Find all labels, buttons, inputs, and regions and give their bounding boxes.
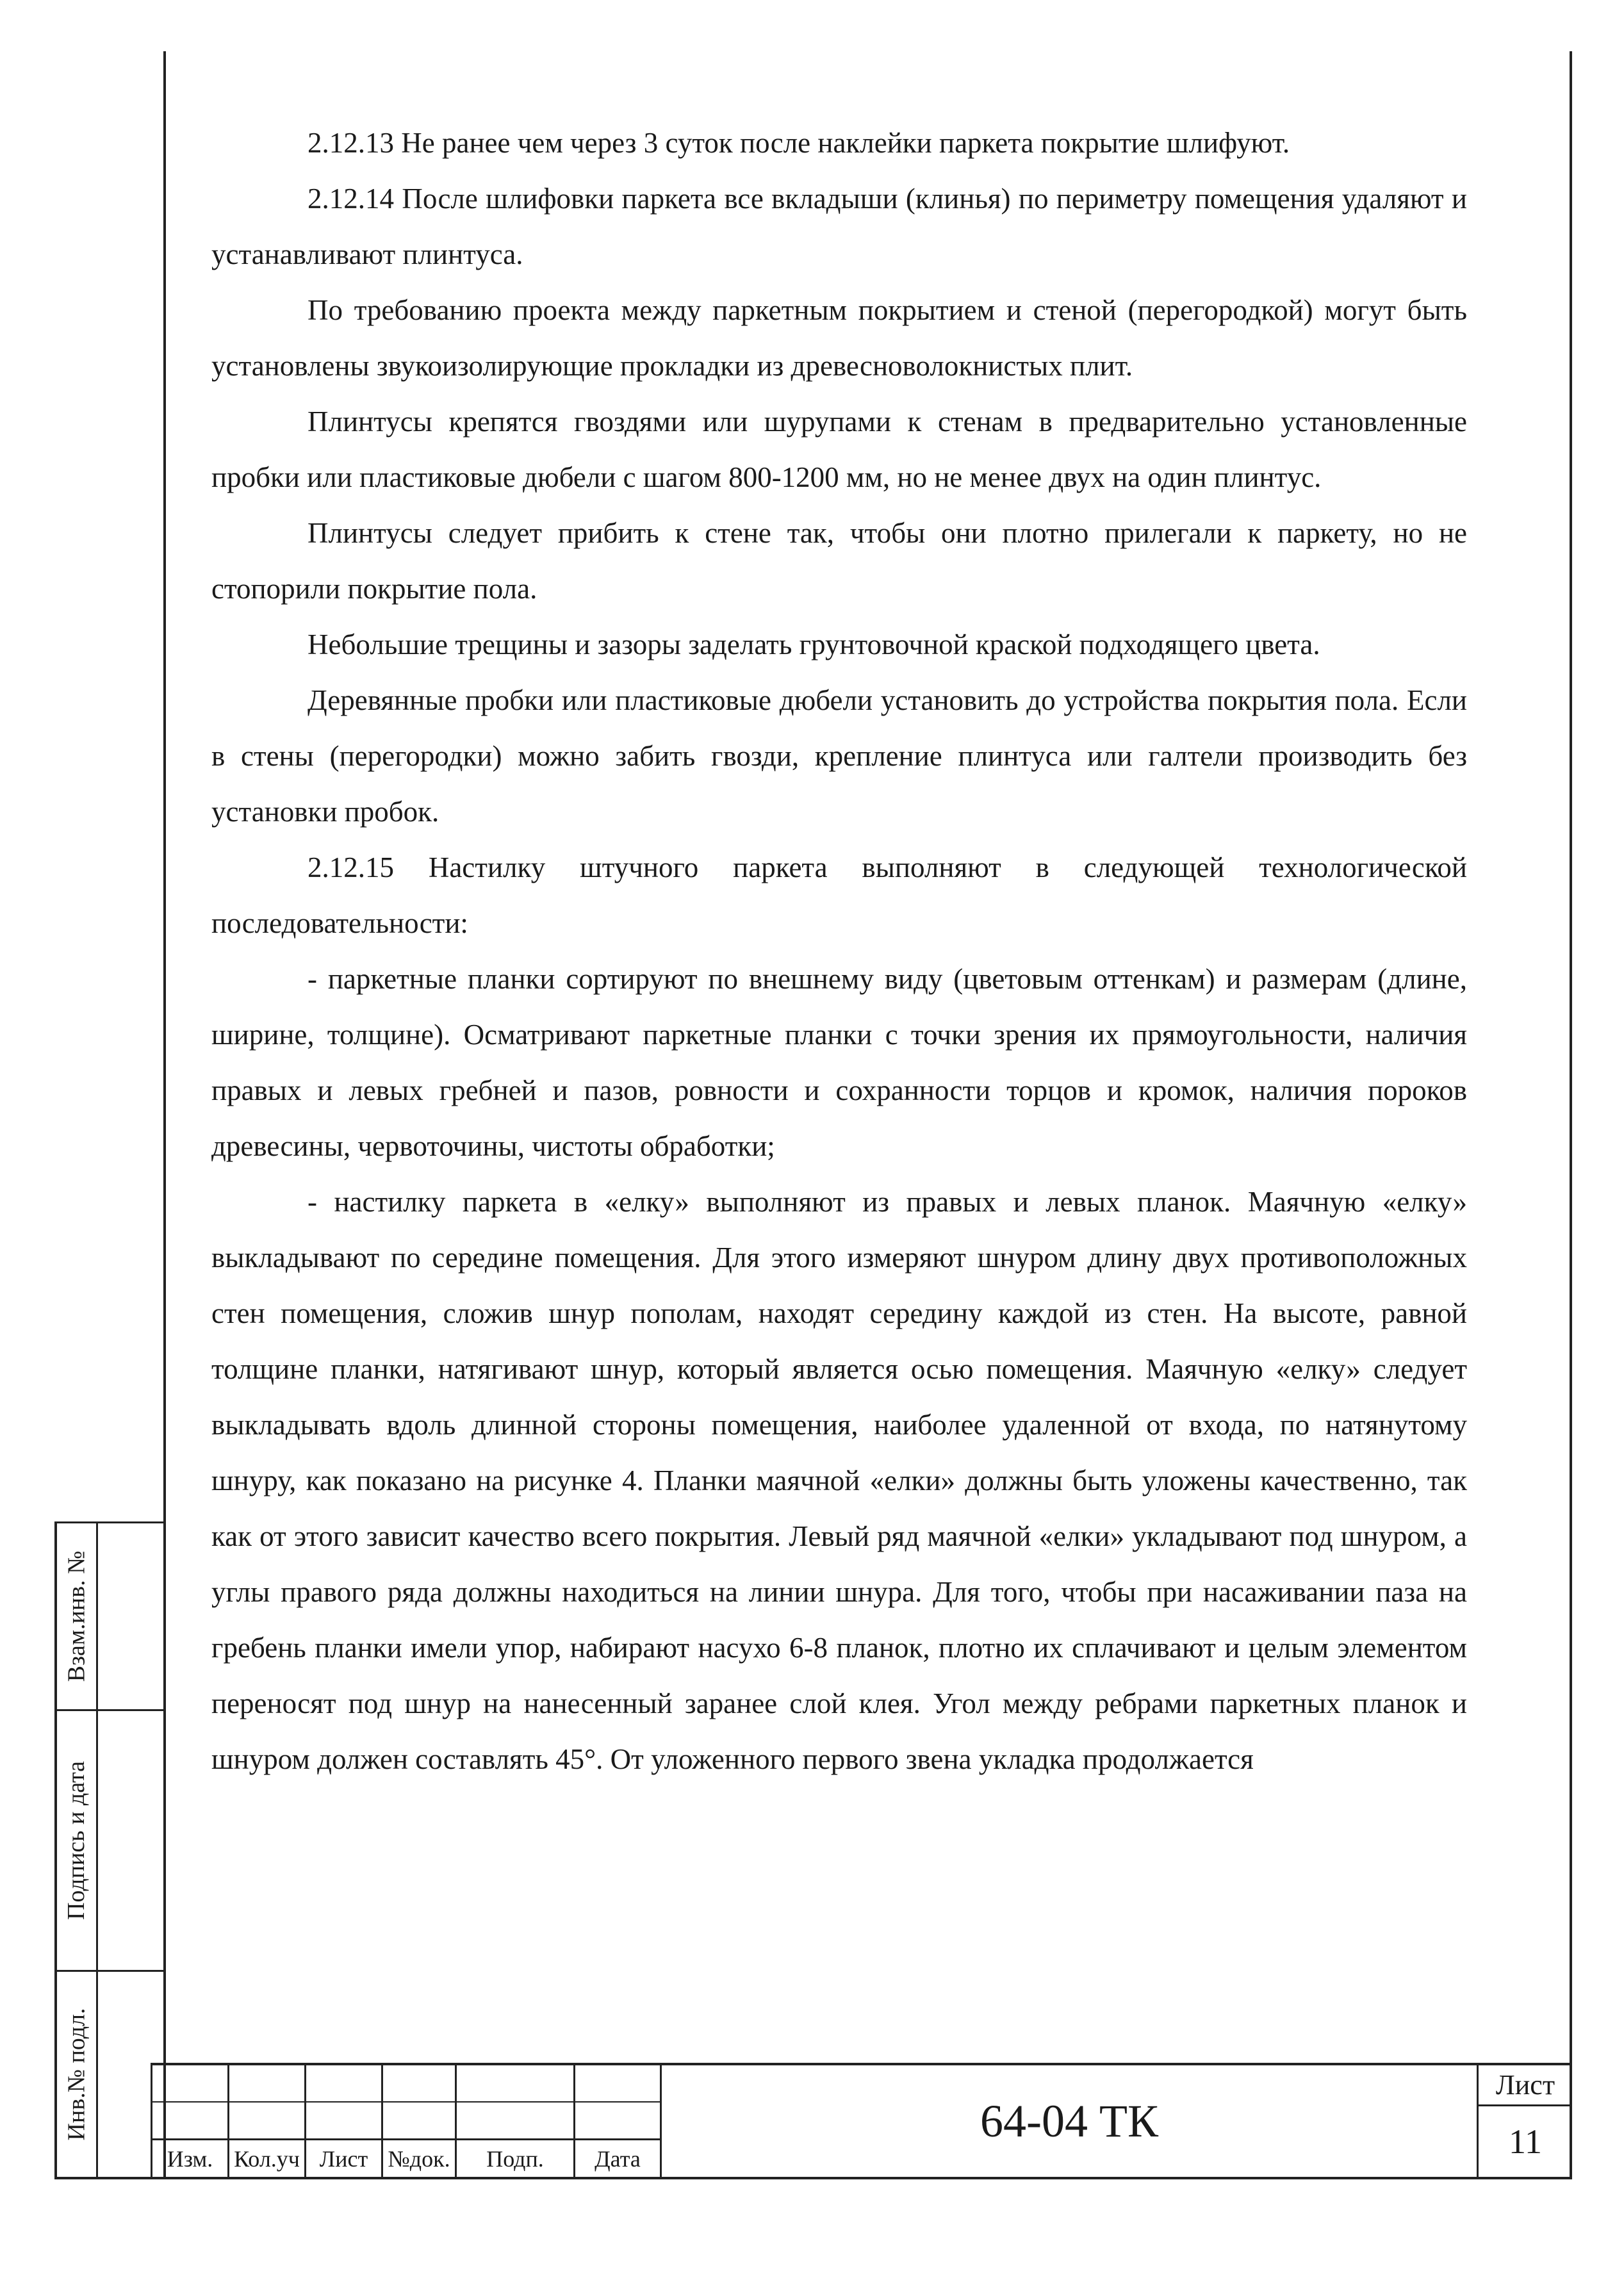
paragraph-2-12-14: 2.12.14 После шлифовки паркета все вкладыши (клинья) по периметру помещения удаляют и устанавливают плинтуса. [211, 183, 1467, 270]
side-cell-inv-podl [57, 1972, 96, 2177]
col-header-podp: Подп. [486, 2145, 544, 2172]
sheet-number: 11 [1509, 2122, 1542, 2161]
frame-bottom-border [54, 2177, 1572, 2179]
side-label-vzam-inv: Взам.инв. № [63, 1550, 90, 1682]
col-header-data: Дата [595, 2145, 641, 2172]
list-item-sorting: - паркетные планки сортируют по внешнему виду (цветовым оттенкам) и размерам (длине, ширине, толщине). Осматривают паркетные планки с точки зрения их прямоугольности, наличия правых и левых гребней и пазов, ровности и сохранности торцов и кромок, наличия пороков древесины, червоточины, чистоты обработки; [211, 963, 1467, 1162]
col-header-ndok: №док. [388, 2145, 450, 2172]
paragraph-soundproofing: По требованию проекта между паркетным покрытием и стеной (перегородкой) могут быть установлены звукоизолирующие прокладки из древесноволокнистых плит. [211, 294, 1467, 382]
paragraph-plinth-fit: Плинтусы следует прибить к стене так, чтобы они плотно прилегали к паркету, но не стопорили покрытие пола. [211, 517, 1467, 605]
list-item-herringbone: - настилку паркета в «елку» выполняют из правых и левых планок. Маячную «елку» выкладывают по середине помещения. Для этого измеряют шнуром длину двух противоположных стен помещения, сложив шнур пополам, находят середину каждой из стен. На высоте, равной толщине планки, натягивают шнур, который является осью помещения. Маячную «елку» следует выкладывать вдоль длинной стороны помещения, наиболее удаленной от входа, по натянутому шнуру, как показано на рисунке 4. Планки маячной «елки» должны быть уложены качественно, так как от этого зависит качество всего покрытия. Левый ряд маячной «елки» укладывают под шнуром, а углы правого ряда должны находиться на линии шнура. Для того, чтобы при насаживании паза на гребень планки имели упор, набирают насухо 6-8 планок, плотно их сплачивают и целым элементом переносят под шнур на нанесенный заранее слой клея. Угол между ребрами паркетных планок и шнуром должен составлять 45°. От уложенного первого звена укладка продолжается [211, 1186, 1467, 1775]
sheet-label: Лист [1495, 2069, 1555, 2101]
frame-right-border [1570, 51, 1572, 2178]
col-header-kol-uch: Кол.уч [234, 2145, 300, 2172]
side-label-inv-podl: Инв.№ подл. [63, 2008, 90, 2141]
document-body [211, 115, 1467, 1787]
side-strip-inner-line [96, 1521, 98, 2178]
document-code: 64-04 ТК [980, 2095, 1158, 2147]
col-header-list: Лист [319, 2145, 368, 2172]
paragraph-cracks: Небольшие трещины и зазоры заделать грунтовочной краской подходящего цвета. [308, 628, 1320, 660]
paragraph-plugs: Деревянные пробки или пластиковые дюбели установить до устройства покрытия пола. Если в стены (перегородки) можно забить гвозди, крепление плинтуса или галтели производить без установки пробок. [211, 684, 1467, 828]
frame-left-border [163, 51, 166, 2178]
side-cell-vzam-inv [57, 1523, 96, 1709]
side-cell-podpis-data [57, 1711, 96, 1970]
col-header-izm: Изм. [167, 2145, 213, 2172]
paragraph-2-12-13: 2.12.13 Не ранее чем через 3 суток после наклейки паркета покрытие шлифуют. [308, 127, 1290, 159]
paragraph-plinth-fastening: Плинтусы крепятся гвоздями или шурупами к стенам в предварительно установленные пробки или пластиковые дюбели с шагом 800-1200 мм, но не менее двух на один плинтус. [211, 406, 1467, 493]
paragraph-2-12-15: 2.12.15 Настилку штучного паркета выполняют в следующей технологической последовательности: [211, 851, 1467, 939]
side-label-podpis-data: Подпись и дата [63, 1760, 90, 1921]
